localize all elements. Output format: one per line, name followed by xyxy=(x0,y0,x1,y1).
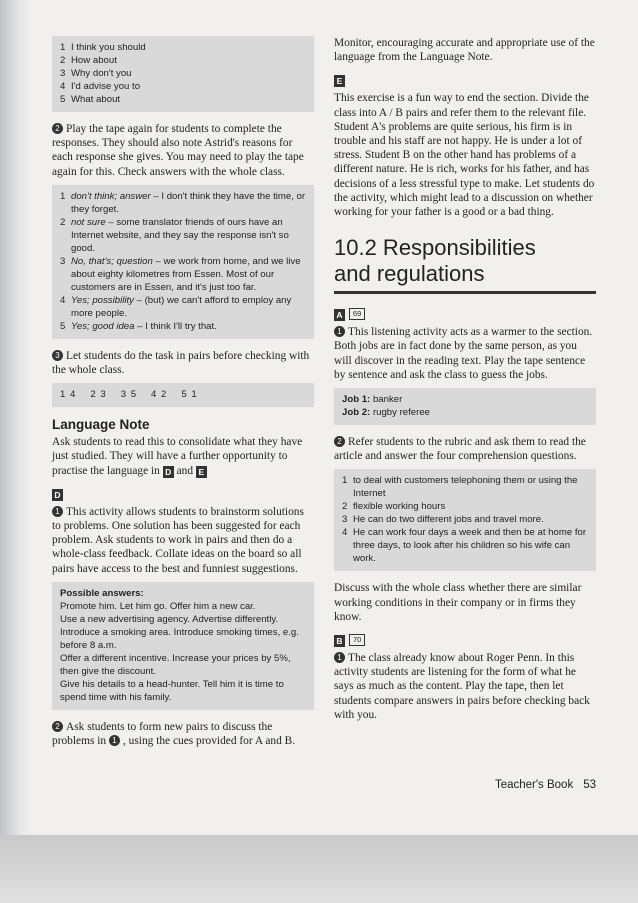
job-row xyxy=(342,406,588,419)
section-a-step-1: 1 This listening activity acts as a warmer to the section. Both jobs are in fact done by the same person, as you will discover in the reading text. Play the tape sentence by sentence and ask the class to guess the jobs. xyxy=(334,326,593,381)
list-item xyxy=(60,93,306,106)
list-item xyxy=(342,474,588,500)
list-item-text xyxy=(71,54,306,67)
section-d-ref-icon: D xyxy=(163,466,174,478)
list-item-text xyxy=(71,67,306,80)
list-item-body: What about xyxy=(71,94,121,105)
section-b-label: B xyxy=(334,635,345,647)
list-item-body: He can work four days a week and then be at home for three days, to look after his children so his wife can work. xyxy=(353,527,587,565)
scan-background xyxy=(0,835,638,903)
list-item-body: I think you should xyxy=(71,42,146,53)
list-item xyxy=(342,526,588,565)
list-item-number: 2 xyxy=(342,501,348,513)
list-item-text xyxy=(353,513,588,526)
list-item xyxy=(60,41,306,54)
step-3-paragraph: 3 Let students do the task in pairs before checking with the whole class. xyxy=(52,349,310,377)
list-item-number: 4 xyxy=(60,294,66,306)
step-number-icon: 1 xyxy=(52,506,63,517)
list-item-text xyxy=(71,294,306,320)
list-item-body: – some translator friends of ours have an Internet website, and they say the response isn't so good. xyxy=(71,216,289,254)
possible-answer: Introduce a smoking area. Introduce smoking times, e.g. before 8 a.m. xyxy=(60,626,299,651)
page-number: 53 xyxy=(583,779,596,791)
key-pair: 5 1 xyxy=(181,389,198,401)
list-item-number: 1 xyxy=(342,475,348,487)
step-2-paragraph: 2 Play the tape again for students to complete the responses. They should also note Astrid's reasons for each response she gives. You may need to play the tape again for this. Check answers with the whole class. xyxy=(52,123,304,178)
possible-answer: Promote him. Let him go. Offer him a new car. xyxy=(60,600,256,612)
section-a-step-2: 2 Refer students to the rubric and ask them to read the article and answer the four comprehension questions. xyxy=(334,436,586,463)
list-item xyxy=(60,80,306,93)
list-item-number: 3 xyxy=(60,255,66,267)
list-item xyxy=(342,513,588,526)
list-item-body: Why don't you xyxy=(71,68,132,79)
discussion-paragraph: Discuss with the whole class whether there are similar working conditions in their company or in firms they know. xyxy=(334,582,582,623)
list-item-text xyxy=(71,255,306,294)
list-item xyxy=(60,255,306,294)
key-pair: 3 5 xyxy=(120,389,138,401)
list-item-body: – (but) we can't afford to employ any more people. xyxy=(71,294,292,319)
list-item-text xyxy=(71,190,306,216)
list-item-body: – I think I'll try that. xyxy=(134,320,217,332)
list-item xyxy=(60,216,306,255)
phrase-list-box xyxy=(52,36,314,112)
list-item-body: He can do two different jobs and travel more. xyxy=(353,514,544,526)
list-item xyxy=(342,500,588,513)
list-item-number: 2 xyxy=(60,216,66,228)
list-item-text xyxy=(353,500,588,513)
list-item-body: I'd advise you to xyxy=(71,81,141,92)
list-item-text xyxy=(71,80,306,93)
key-pair: 1 4 xyxy=(60,389,77,401)
list-item xyxy=(60,67,306,80)
list-item-cue: Yes; possibility xyxy=(71,294,134,306)
language-note-paragraph: Ask students to read this to consolidate what they have just studied. They will have a further opportunity to practise the language in D and E xyxy=(52,436,303,477)
key-pair: 4 2 xyxy=(151,389,168,401)
list-item xyxy=(60,190,306,216)
list-item xyxy=(60,54,306,67)
list-item xyxy=(60,294,306,320)
possible-answers-heading: Possible answers: xyxy=(60,587,144,599)
jobs-box xyxy=(334,388,596,425)
job-label: Job 1: xyxy=(342,394,371,406)
list-item-text xyxy=(71,93,306,106)
title-rule xyxy=(334,291,596,294)
list-item-number: 1 xyxy=(60,190,66,202)
list-item-body: – I don't think they have the time, or they forget. xyxy=(71,190,306,215)
list-item-number: 4 xyxy=(342,527,348,539)
possible-answers-box xyxy=(52,582,314,710)
job-value: rugby referee xyxy=(372,407,430,419)
list-item-body: How about xyxy=(71,55,117,66)
section-b-step-1: 1 The class already know about Roger Penn. In this activity students are listening for the form of what he says as much as the content. Play the tape, then let students compare answers in pairs before checking back with you. xyxy=(334,652,590,721)
language-note-heading: Language Note xyxy=(52,417,150,433)
step-number-icon: 1 xyxy=(334,326,345,337)
list-item-number: 5 xyxy=(60,94,66,105)
step-number-icon: 3 xyxy=(52,350,63,361)
section-e-paragraph: This exercise is a fun way to end the section. Divide the class into A / B pairs and refer them to the relevant file. Student A's problems are quite serious, his firm is in trouble and his staff are not happy. He is under a lot of stress. Student B on the other hand has problems of a different nature. He is rich, works for his father, and has decisions of a less stressful type to make. Let students do the activity, which might lead to a discussion on whether working for your father is a good or a bad thing. xyxy=(334,92,595,219)
list-item-cue: Yes; good idea xyxy=(71,320,135,332)
left-column xyxy=(52,36,314,754)
list-item-text xyxy=(71,320,306,333)
answer-list-box xyxy=(52,185,314,339)
list-item-cue: No, that's; question xyxy=(71,255,153,267)
list-item-text xyxy=(353,526,588,565)
list-item-number: 1 xyxy=(60,42,66,53)
section-title: 10.2 Responsibilities and regulations xyxy=(334,235,536,287)
section-e-ref-icon: E xyxy=(196,466,207,478)
step-number-icon: 2 xyxy=(334,436,345,447)
step-number-icon: 1 xyxy=(334,652,345,663)
list-item-cue: don't think; answer xyxy=(71,190,151,202)
possible-answer: Give his details to a head-hunter. Tell him it is time to spend time with his family. xyxy=(60,678,284,703)
list-item-text xyxy=(353,474,588,500)
list-item-text xyxy=(71,216,306,255)
job-value: banker xyxy=(372,394,403,406)
list-item-body: – we work from home, and we live about eighty kilometres from Essen. Most of our customers are in Essen, and it's just too far. xyxy=(71,255,301,293)
right-column xyxy=(334,36,596,728)
tape-track-icon: 70 xyxy=(349,634,365,646)
step-ref-icon: 1 xyxy=(109,735,120,746)
possible-answer: Use a new advertising agency. Advertise differently. xyxy=(60,613,279,625)
list-item-text xyxy=(71,41,306,54)
tape-track-icon: 69 xyxy=(349,308,365,320)
list-item-body: to deal with customers telephoning them or using the Internet xyxy=(353,475,578,500)
step-number-icon: 2 xyxy=(52,721,63,732)
section-e-label: E xyxy=(334,75,345,87)
job-row xyxy=(342,393,588,406)
section-d-step-2: 2 Ask students to form new pairs to discuss the problems in 1 , using the cues provided for A and B. xyxy=(52,720,296,748)
book-name: Teacher's Book xyxy=(494,779,574,791)
possible-answer: Offer a different incentive. Increase your prices by 5%, then give the discount. xyxy=(60,652,291,677)
comprehension-answers-box xyxy=(334,469,596,571)
list-item-number: 4 xyxy=(60,81,66,92)
list-item xyxy=(60,320,306,333)
list-item-number: 2 xyxy=(60,55,66,66)
book-spine-shadow xyxy=(0,0,32,835)
key-pair: 2 3 xyxy=(90,389,107,401)
list-item-cue: not sure xyxy=(71,216,106,228)
section-d-step-1: 1 This activity allows students to brainstorm solutions to problems. One solution has been suggested for each problem. Ask students to work in pairs and then do a whole-class feedback. Collate ideas on the board so all pairs have access to the best and funniest suggestions. xyxy=(52,505,304,575)
job-label: Job 2: xyxy=(342,407,371,419)
step-number-icon: 2 xyxy=(52,123,63,134)
section-d-label: D xyxy=(52,489,63,501)
intro-paragraph: Monitor, encouraging accurate and appropriate use of the language from the Language Note. xyxy=(334,37,595,64)
section-a-label: A xyxy=(334,309,345,321)
list-item-number: 5 xyxy=(60,320,66,332)
list-item-number: 3 xyxy=(342,514,348,526)
list-item-body: flexible working hours xyxy=(353,501,446,513)
list-item-number: 3 xyxy=(60,68,66,79)
page-footer xyxy=(485,779,596,791)
matching-key-box xyxy=(52,383,314,407)
